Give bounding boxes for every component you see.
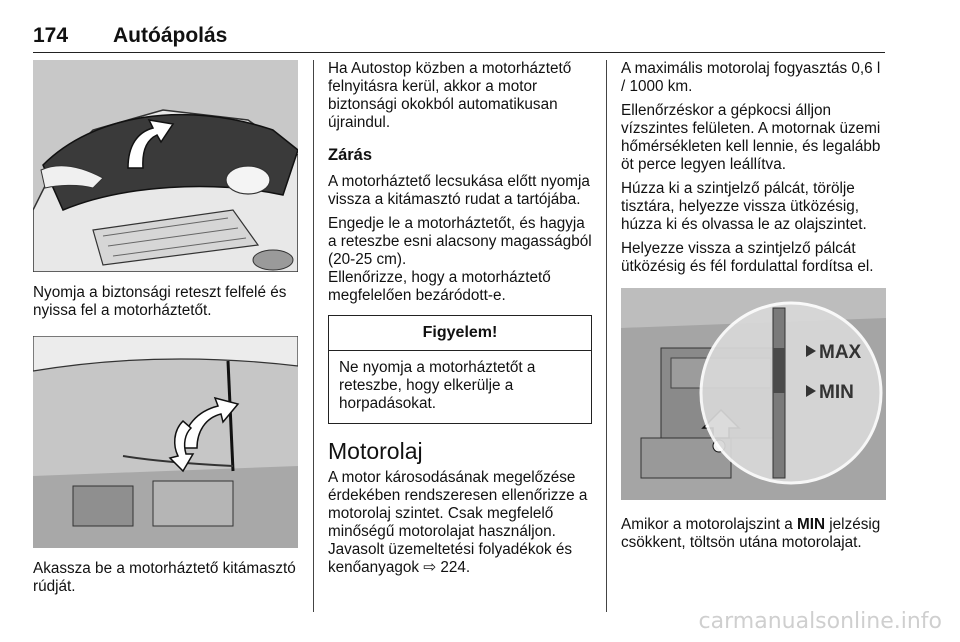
column-divider <box>606 60 607 612</box>
oil-text: A motor károsodásának megelőzése érdekében rendszeresen ellenőrizze a motorolaj szintet. Csak megfelelő minőségű motorolajat használjon. Javasolt üzemeltetési folyadékok és kenőanyagok <box>328 469 588 576</box>
autostop-note: Ha Autostop közben a motorháztető felnyitásra kerül, akkor a motor biztonsági okokból automatikusan újraindul. <box>328 60 572 131</box>
watermark: carmanualsonline.info <box>698 609 942 634</box>
closing-paragraph: A motorháztető lecsukása előtt nyomja vissza a kitámasztó rudat a tartójába. <box>328 173 590 208</box>
chapter-title: Autóápolás <box>113 24 228 47</box>
column-left <box>33 60 298 596</box>
dipstick-min-label: MIN <box>819 382 854 403</box>
hood-prop-rod-illustration <box>33 336 298 548</box>
oil-consumption-paragraph: A maximális motorolaj fogyasztás 0,6 l / 1000 km. <box>621 60 881 95</box>
reference-page[interactable]: 224. <box>440 559 471 576</box>
figure-caption: Nyomja a biztonsági reteszt felfelé és nyissa fel a motorháztetőt. <box>33 284 287 319</box>
column-middle <box>328 60 592 583</box>
warning-text: Ne nyomja a motorháztetőt a reteszbe, hogy elkerülje a horpadásokat. <box>339 359 536 412</box>
engine-dipstick-illustration <box>621 288 886 500</box>
caption-text: jelzésig csökkent, töltsön utána motorolajat. <box>621 516 881 551</box>
dipstick-read-paragraph: Húzza ki a szintjelző pálcát, törölje tisztára, helyezze vissza ütközésig, húzza ki és olvassa le az olajszintet. <box>621 180 867 233</box>
closing-paragraph: Ellenőrizze, hogy a motorháztető megfelelően bezáródott-e. <box>328 269 551 304</box>
page-reference-arrow-icon: ⇨ <box>423 559 437 576</box>
page-header <box>33 18 885 53</box>
warning-box <box>328 315 592 424</box>
section-heading-motorolaj: Motorolaj <box>328 438 423 464</box>
column-divider <box>313 60 314 612</box>
oil-paragraph <box>328 469 592 577</box>
figure-caption: Akassza be a motorháztető kitámasztó rúdját. <box>33 560 296 595</box>
min-mark-label: MIN <box>796 516 826 533</box>
dipstick-max-label: MAX <box>819 342 862 363</box>
closing-heading: Zárás <box>328 146 373 164</box>
figure-caption <box>621 516 885 552</box>
closing-paragraph: Engedje le a motorháztetőt, és hagyja a reteszbe esni alacsony magasságból (20-25 cm). <box>328 215 592 268</box>
caption-text: Amikor a motorolajszint a <box>621 516 793 533</box>
page-number: 174 <box>33 24 69 47</box>
hood-open-illustration <box>33 60 298 272</box>
column-right <box>621 60 885 558</box>
warning-title: Figyelem! <box>329 316 591 351</box>
check-conditions-paragraph: Ellenőrzéskor a gépkocsi álljon vízszintes felületen. A motornak üzemi hőmérsékleten kell lennie, és legalább öt perce legyen leállítva. <box>621 102 881 173</box>
dipstick-reinsert-paragraph: Helyezze vissza a szintjelző pálcát ütközésig és fél fordulattal fordítsa el. <box>621 240 874 275</box>
